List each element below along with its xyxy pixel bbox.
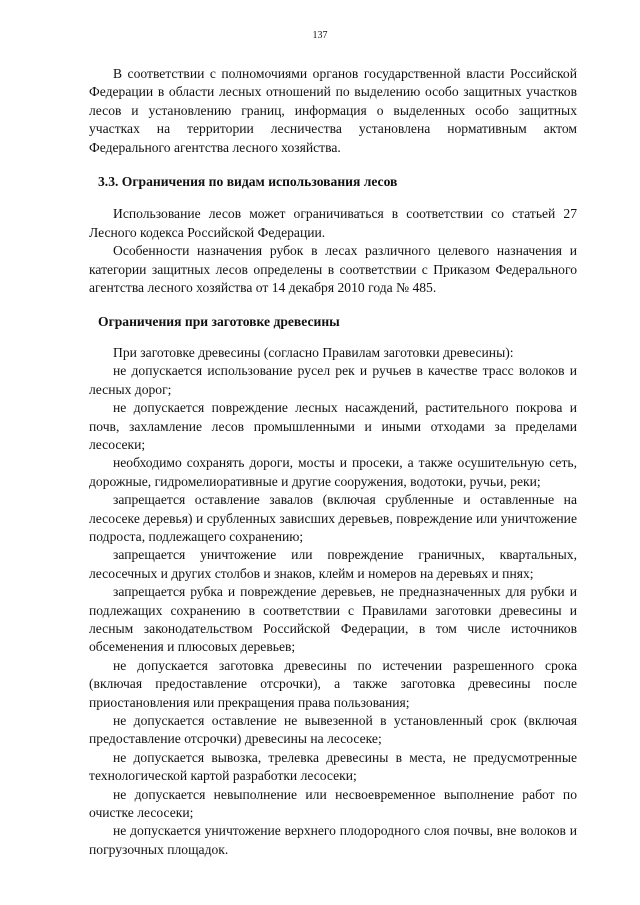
- section-heading-3-3: 3.3. Ограничения по видам использования лесов: [98, 174, 398, 190]
- restriction-item: не допускается использование русел рек и ручьев в качестве трасс волоков и лесных дорог;: [89, 363, 577, 397]
- restriction-item: запрещается рубка и повреждение деревьев, не предназначенных для рубки и подлежащих сохранению в соответствии с Правилами заготовки древесины и лесным законодательством Российской Федерации, в том числе источников обсеменения и плюсовых деревьев;: [89, 584, 577, 655]
- page-number: 137: [312, 30, 328, 41]
- timber-harvest-intro: При заготовке древесины (согласно Правилам заготовки древесины):: [113, 344, 514, 360]
- restriction-item: не допускается повреждение лесных насаждений, растительного покрова и почв, захламление лесов промышленными и иными отходами за пределами лесосеки;: [89, 400, 577, 452]
- section-3-3-paragraph: Использование лесов может ограничиваться в соответствии со статьей 27 Лесного кодекса Российской Федерации.: [89, 206, 577, 240]
- intro-paragraph: В соответствии с полномочиями органов государственной власти Российской Федерации в области лесных отношений по выделению особо защитных участков лесов и установлению границ, информация о выделенных особо защитных участках на территории лесничества установлена нормативным актом Федерального агентства лесного хозяйства.: [89, 66, 577, 155]
- timber-harvest-heading: Ограничения при заготовке древесины: [98, 314, 340, 330]
- restriction-item: не допускается оставление не вывезенной в установленный срок (включая предоставление отсрочки) древесины на лесосеке;: [89, 713, 577, 747]
- restriction-item: не допускается невыполнение или несвоевременное выполнение работ по очистке лесосеки;: [89, 786, 577, 821]
- restriction-item: необходимо сохранять дороги, мосты и просеки, а также осушительную сеть, дорожные, гидромелиоративные и другие сооружения, водотоки, ручьи, реки;: [89, 455, 577, 489]
- document-body: [89, 65, 577, 859]
- restriction-item: не допускается вывозка, трелевка древесины в места, не предусмотренные технологической картой разработки лесосеки;: [89, 749, 577, 784]
- section-3-3-paragraph: Особенности назначения рубок в лесах различного целевого назначения и категории защитных лесов определены в соответствии с Приказом Федерального агентства лесного хозяйства от 14 декабря 2010 года № 485.: [89, 243, 577, 296]
- restriction-item: запрещается оставление завалов (включая срубленные и оставленные на лесосеке деревья) и срубленных зависших деревьев, повреждение или уничтожение подроста, подлежащего сохранению;: [89, 492, 577, 544]
- restriction-item: не допускается заготовка древесины по истечении разрешенного срока (включая предоставление отсрочки), а также заготовка древесины после приостановления или прекращения права пользования;: [89, 657, 577, 710]
- restriction-item: не допускается уничтожение верхнего плодородного слоя почвы, вне волоков и погрузочных площадок.: [89, 823, 577, 857]
- restriction-item: запрещается уничтожение или повреждение граничных, квартальных, лесосечных и других столбов и знаков, клейм и номеров на деревьях и пнях;: [89, 547, 577, 581]
